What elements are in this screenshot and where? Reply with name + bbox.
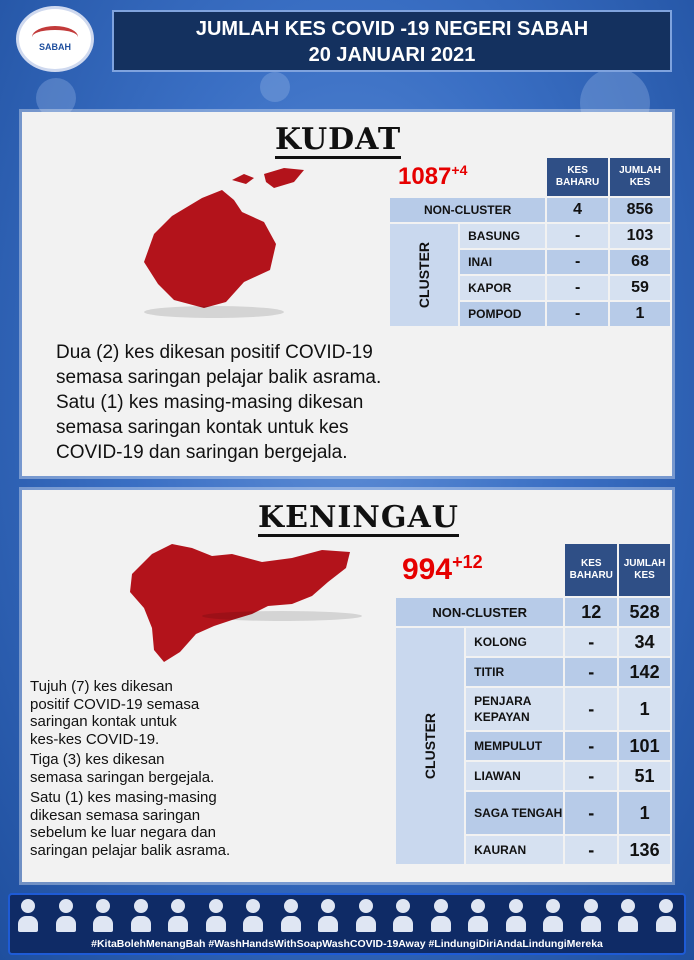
keningau-col-total: JUMLAH KES [619, 544, 670, 596]
kudat-cluster-total: 103 [610, 224, 670, 248]
kudat-text-line: Satu (1) kes masing-masing dikesan [56, 392, 364, 413]
keningau-cluster-name: KOLONG [466, 628, 563, 656]
kudat-cluster-total: 68 [610, 250, 670, 274]
frontliner-icon [543, 899, 563, 933]
keningau-cluster-new: - [565, 628, 617, 656]
keningau-cluster-name: MEMPULUT [466, 732, 563, 760]
kudat-total: 1087 [398, 163, 452, 190]
keningau-cluster-total: 101 [619, 732, 670, 760]
keningau-cluster-new: - [565, 732, 617, 760]
keningau-text-line: saringan kontak untuk [30, 713, 177, 730]
kudat-map-mainland [144, 190, 276, 308]
frontliner-icon [468, 899, 488, 933]
keningau-cluster-new: - [565, 792, 617, 834]
kudat-cluster-new: - [547, 276, 608, 300]
frontliner-icon [356, 899, 376, 933]
kudat-text-line: COVID-19 dan saringan bergejala. [56, 442, 348, 463]
frontliner-icon [281, 899, 301, 933]
keningau-cluster-name: TITIR [466, 658, 563, 686]
keningau-cluster-new: - [565, 762, 617, 790]
keningau-text-line: kes-kes COVID-19. [30, 730, 160, 748]
frontliner-icon [506, 899, 526, 933]
keningau-text-line: sebelum ke luar negara dan [30, 824, 216, 841]
keningau-cluster-name: LIAWAN [466, 762, 563, 790]
keningau-cluster-new: - [565, 658, 617, 686]
kudat-cluster-name: KAPOR [460, 276, 545, 300]
keningau-table [394, 542, 672, 866]
frontliner-icon [431, 899, 451, 933]
frontliner-icon [93, 899, 113, 933]
kudat-description [56, 340, 381, 465]
keningau-cluster-total: 51 [619, 762, 670, 790]
frontliner-icon [581, 899, 601, 933]
keningau-text-line: dikesan semasa saringan [30, 806, 201, 824]
keningau-cluster-total: 136 [619, 836, 670, 864]
frontliner-icon [131, 899, 151, 933]
keningau-map [122, 534, 362, 674]
frontliner-icon [206, 899, 226, 933]
keningau-increase: +12 [452, 552, 483, 572]
frontliner-icon [318, 899, 338, 933]
kudat-cluster-total: 59 [610, 276, 670, 300]
kudat-cluster-name: POMPOD [460, 302, 545, 326]
keningau-col-new: KES BAHARU [565, 544, 617, 596]
kudat-noncluster-label: NON-CLUSTER [390, 198, 545, 222]
keningau-title: KENINGAU [258, 500, 459, 535]
frontliner-icon [18, 899, 38, 933]
keningau-cluster-label [396, 628, 464, 864]
keningau-text-line: Tujuh (7) kes dikesan [30, 678, 173, 695]
keningau-text-line: positif COVID-19 semasa [30, 695, 200, 713]
keningau-panel [22, 490, 672, 882]
kudat-cluster-total: 1 [610, 302, 670, 326]
kudat-cluster-new: - [547, 302, 608, 326]
kudat-noncluster-new: 4 [547, 198, 608, 222]
keningau-cluster-total: 34 [619, 628, 670, 656]
keningau-text-line: Tiga (3) kes dikesan [30, 751, 165, 768]
kudat-map-shadow [144, 306, 284, 318]
kudat-cluster-new: - [547, 250, 608, 274]
kudat-title: KUDAT [275, 122, 402, 157]
keningau-noncluster-new: 12 [565, 598, 617, 626]
keningau-text-line: saringan pelajar balik asrama. [30, 841, 231, 859]
keningau-map-shadow [202, 611, 362, 621]
kudat-cluster-name: BASUNG [460, 224, 545, 248]
kudat-map-island-1 [232, 174, 254, 184]
kudat-cluster-new: - [547, 224, 608, 248]
keningau-noncluster-label: NON-CLUSTER [396, 598, 563, 626]
keningau-cluster-name: PENJARA KEPAYAN [466, 688, 563, 730]
kudat-noncluster-total: 856 [610, 198, 670, 222]
keningau-cluster-name: SAGA TENGAH [466, 792, 563, 834]
keningau-cluster-name: KAURAN [466, 836, 563, 864]
kudat-panel [22, 112, 672, 476]
kudat-cluster-name: INAI [460, 250, 545, 274]
page-header [112, 10, 672, 72]
logo-text: SABAH [38, 42, 71, 52]
frontliner-icon [656, 899, 676, 933]
frontliner-icon [393, 899, 413, 933]
frontliner-icon [168, 899, 188, 933]
frontliner-figures [18, 899, 676, 935]
kudat-increase: +4 [451, 162, 468, 178]
header-title: JUMLAH KES COVID -19 NEGERI SABAH [195, 18, 589, 40]
header-date: 20 JANUARI 2021 [308, 44, 476, 66]
keningau-text-line: semasa saringan bergejala. [30, 768, 215, 786]
frontliner-icon [618, 899, 638, 933]
keningau-cluster-total: 1 [619, 688, 670, 730]
kudat-col-total: JUMLAH KES [610, 158, 670, 196]
kudat-table [388, 156, 672, 328]
keningau-cluster-total: 1 [619, 792, 670, 834]
keningau-total: 994 [402, 553, 453, 586]
hashtags: #KitaBolehMenangBah #WashHandsWithSoapWashCOVID-19Away #LindungiDiriAndaLindungiMereka [91, 938, 603, 950]
kudat-text-line: semasa saringan pelajar balik asrama. [56, 367, 382, 388]
sabah-logo [16, 6, 94, 72]
keningau-text-line: Satu (1) kes masing-masing [30, 789, 217, 806]
footer-banner [8, 893, 686, 955]
keningau-cluster-label-text: CLUSTER [422, 712, 439, 780]
kudat-text-line: semasa saringan kontak untuk kes [56, 417, 349, 438]
keningau-cluster-total: 142 [619, 658, 670, 686]
kudat-cluster-label-text: CLUSTER [416, 241, 433, 309]
kudat-map-island-2 [264, 168, 304, 188]
frontliner-icon [243, 899, 263, 933]
kudat-cluster-label [390, 224, 458, 326]
keningau-cluster-new: - [565, 688, 617, 730]
kudat-map [114, 152, 314, 322]
virus-decoration [260, 72, 290, 102]
keningau-map-shape [130, 544, 350, 662]
keningau-cluster-new: - [565, 836, 617, 864]
kudat-text-line: Dua (2) kes dikesan positif COVID-19 [56, 342, 373, 363]
keningau-noncluster-total: 528 [619, 598, 670, 626]
kudat-col-new: KES BAHARU [547, 158, 608, 196]
frontliner-icon [56, 899, 76, 933]
keningau-description [30, 678, 230, 859]
